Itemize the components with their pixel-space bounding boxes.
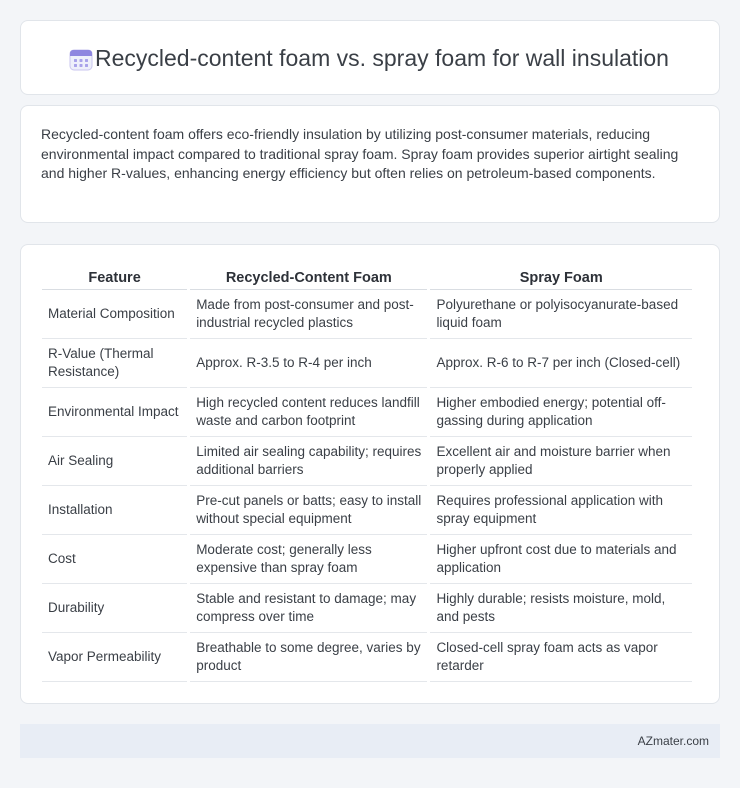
row-spray: Closed-cell spray foam acts as vapor retarder <box>430 633 692 682</box>
row-recycled: Stable and resistant to damage; may compress over time <box>190 584 427 633</box>
footer-brand[interactable]: AZmater.com <box>637 734 709 748</box>
header-feature: Feature <box>42 267 187 290</box>
row-spray: Requires professional application with spray equipment <box>430 486 692 535</box>
table-header-row <box>42 267 692 290</box>
row-spray: Higher embodied energy; potential off-gassing during application <box>430 388 692 437</box>
row-recycled: Approx. R-3.5 to R-4 per inch <box>190 339 427 388</box>
table-row <box>42 535 692 584</box>
intro-paragraph: Recycled-content foam offers eco-friendly insulation by utilizing post-consumer materials, reducing environmental impact compared to traditional spray foam. Spray foam provides superior airtight sealing and higher R-values, enhancing energy efficiency but often relies on petroleum-based components. <box>41 126 679 181</box>
row-feature: Durability <box>42 584 187 633</box>
row-spray: Higher upfront cost due to materials and application <box>430 535 692 584</box>
row-spray: Excellent air and moisture barrier when properly applied <box>430 437 692 486</box>
table-row <box>42 486 692 535</box>
title-card <box>20 20 720 95</box>
row-spray: Polyurethane or polyisocyanurate-based liquid foam <box>430 290 692 339</box>
comparison-card <box>20 244 720 704</box>
intro-card <box>20 105 720 223</box>
row-spray: Approx. R-6 to R-7 per inch (Closed-cell) <box>430 339 692 388</box>
row-feature: Air Sealing <box>42 437 187 486</box>
row-spray: Highly durable; resists moisture, mold, and pests <box>430 584 692 633</box>
table-row <box>42 584 692 633</box>
row-feature: R-Value (Thermal Resistance) <box>42 339 187 388</box>
table-row <box>42 633 692 682</box>
row-recycled: Breathable to some degree, varies by product <box>190 633 427 682</box>
table-row <box>42 388 692 437</box>
footer-bar <box>20 724 720 758</box>
row-feature: Cost <box>42 535 187 584</box>
table-row <box>42 437 692 486</box>
row-feature: Installation <box>42 486 187 535</box>
row-recycled: High recycled content reduces landfill waste and carbon footprint <box>190 388 427 437</box>
calendar-icon <box>68 46 94 72</box>
header-spray-foam: Spray Foam <box>430 267 692 290</box>
row-feature: Material Composition <box>42 290 187 339</box>
row-recycled: Made from post-consumer and post-industrial recycled plastics <box>190 290 427 339</box>
row-feature: Vapor Permeability <box>42 633 187 682</box>
page-title: Recycled-content foam vs. spray foam for wall insulation <box>95 45 669 71</box>
table-row <box>42 290 692 339</box>
row-recycled: Limited air sealing capability; requires additional barriers <box>190 437 427 486</box>
header-recycled-foam: Recycled-Content Foam <box>190 267 427 290</box>
row-recycled: Pre-cut panels or batts; easy to install without special equipment <box>190 486 427 535</box>
row-recycled: Moderate cost; generally less expensive than spray foam <box>190 535 427 584</box>
table-row <box>42 339 692 388</box>
row-feature: Environmental Impact <box>42 388 187 437</box>
comparison-table <box>39 267 695 682</box>
